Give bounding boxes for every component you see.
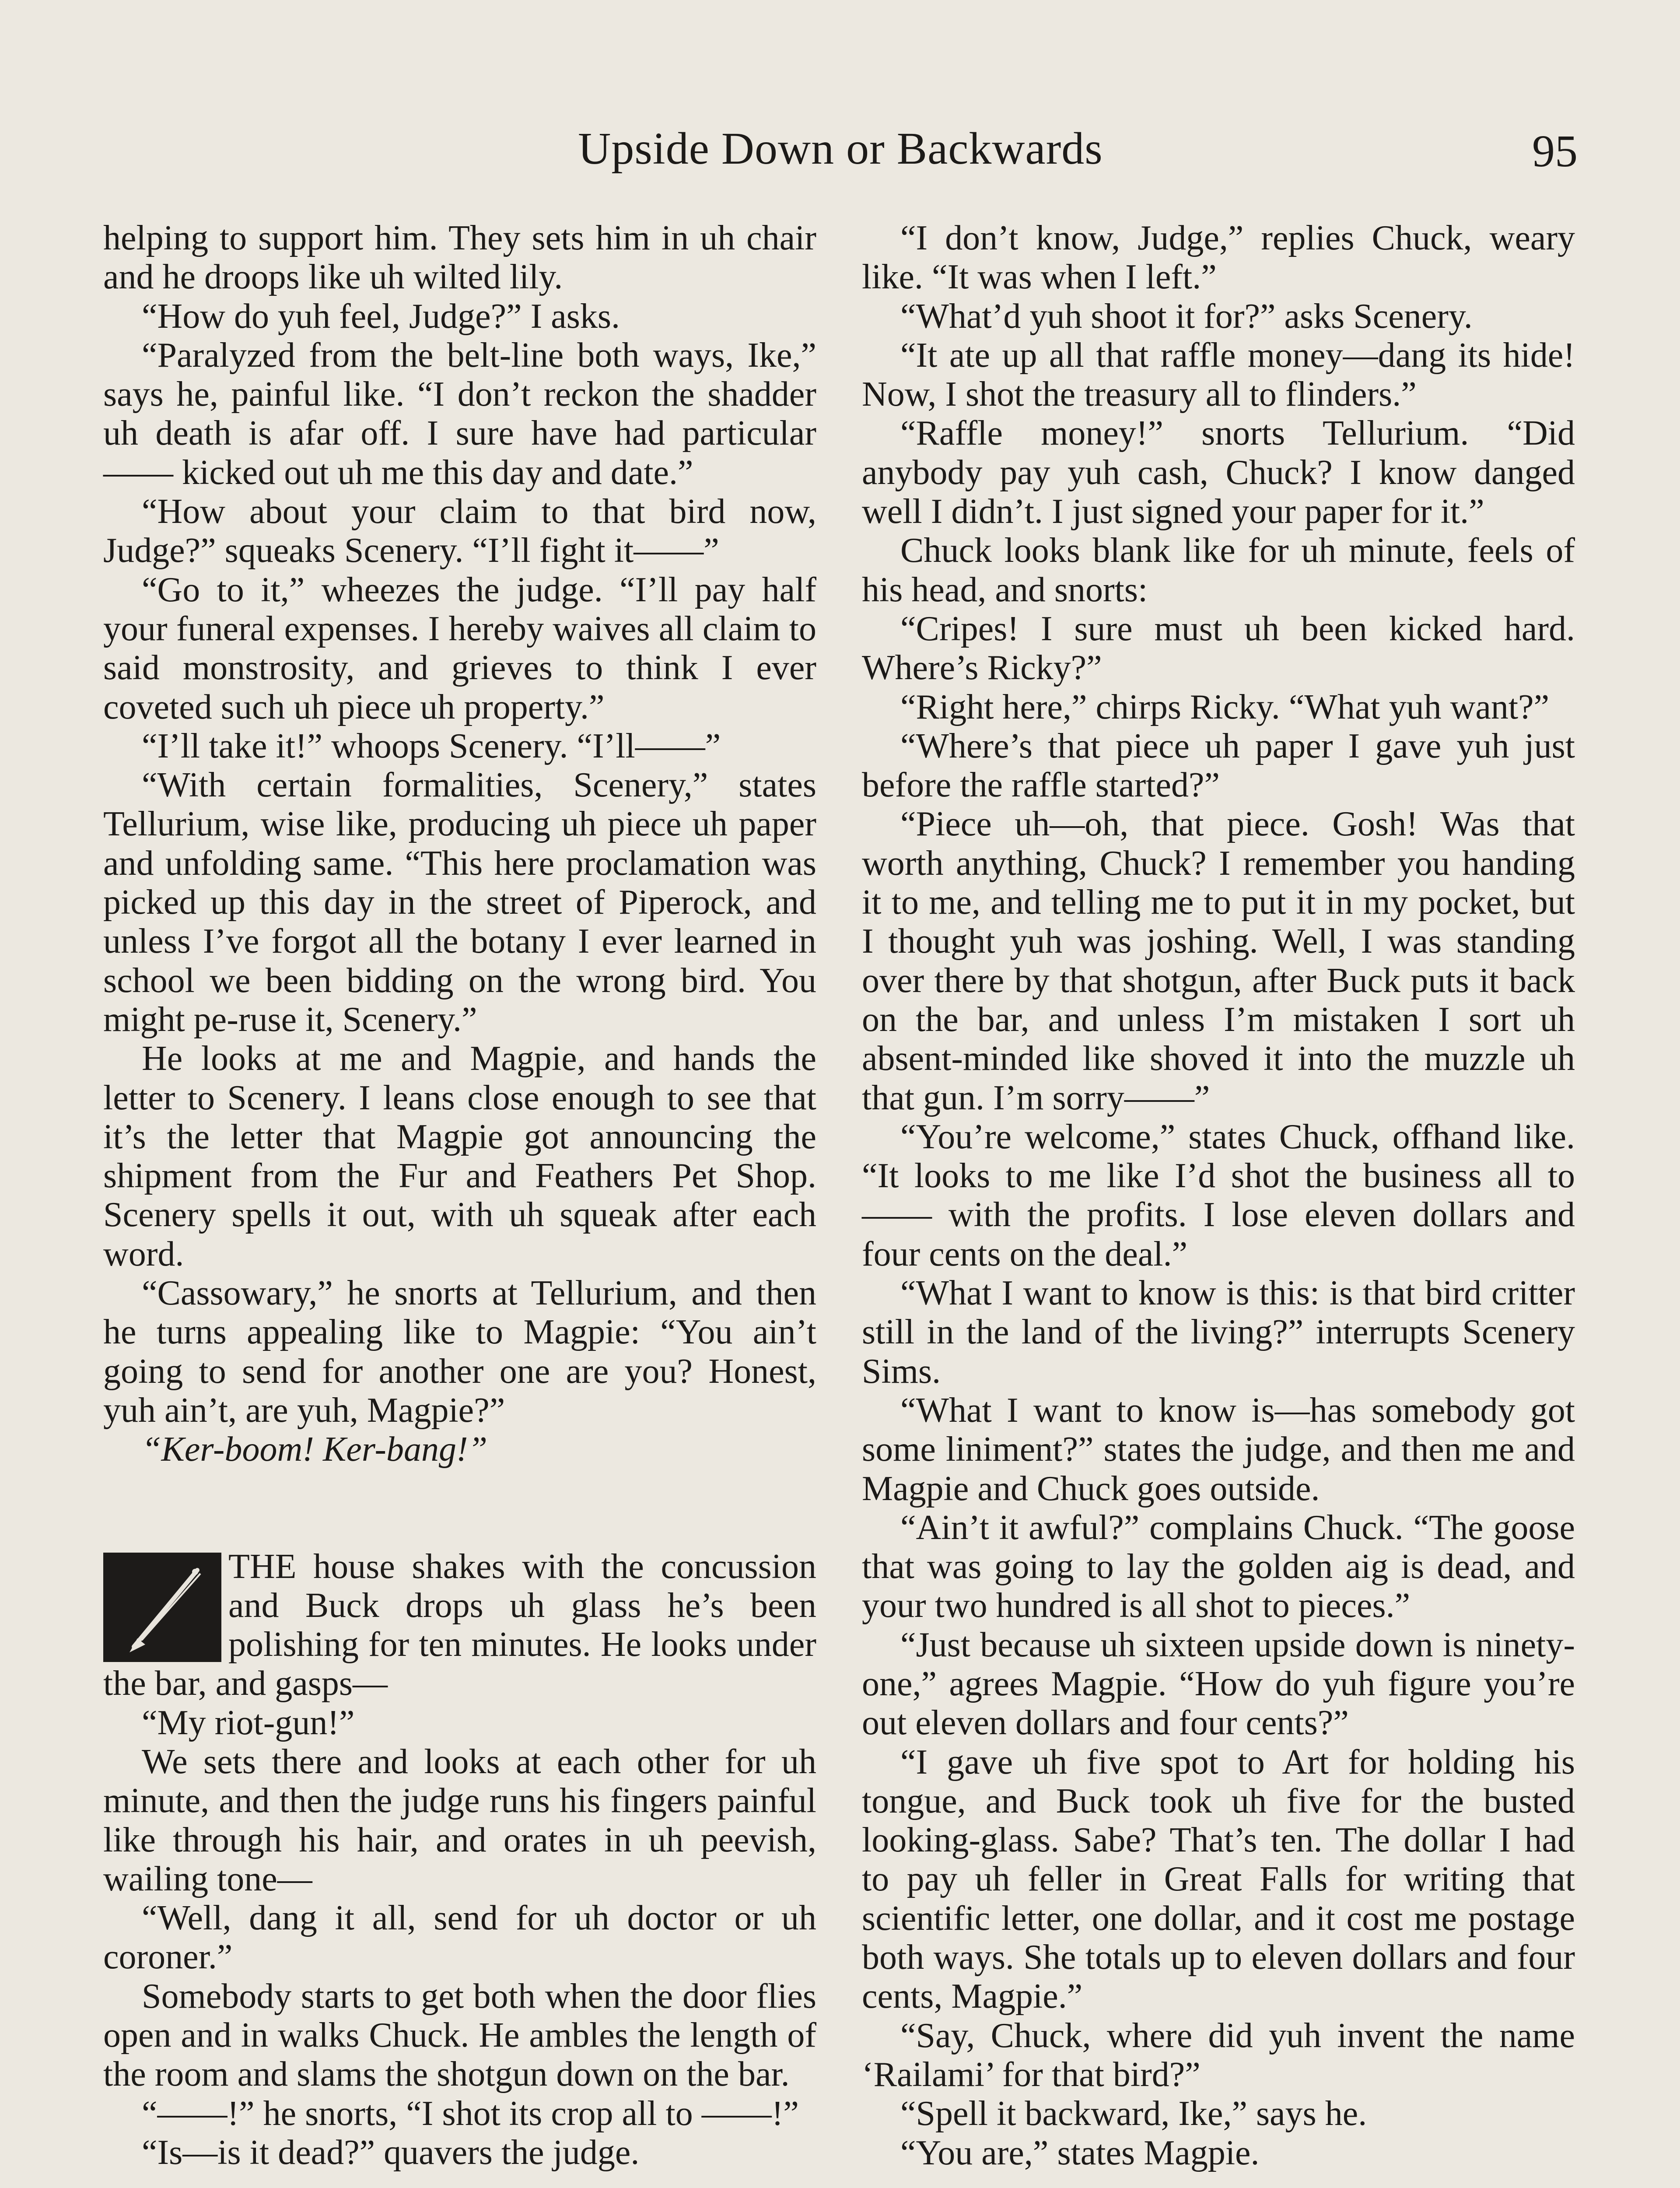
paragraph: “Go to it,” wheezes the judge. “I’ll pay half your funeral expenses. I hereby waives all claim to said monstrosity, and grieves to think I ever coveted such uh piece uh property.” — [103, 570, 816, 726]
paragraph: “How about your claim to that bird now, Judge?” squeaks Scenery. “I’ll fight it——” — [103, 492, 816, 570]
paragraph: “What I want to know is—has somebody got some liniment?” states the judge, and then me and Magpie and Chuck goes outside. — [862, 1391, 1575, 1508]
paragraph: He looks at me and Magpie, and hands the letter to Scenery. I leans close enough to see that it’s the letter that Magpie got announcing the shipment from the Fur and Feathers Pet Shop. Scenery spells it out, with uh squeak after each word. — [103, 1039, 816, 1273]
paragraph: “Where’s that piece uh paper I gave yuh just before the raffle started?” — [862, 726, 1575, 805]
paragraph: “How do yuh feel, Judge?” I asks. — [142, 297, 620, 336]
paragraph: “Well, dang it all, send for uh doctor or uh coroner.” — [103, 1899, 816, 1977]
running-head: Upside Down or Backwards — [578, 123, 1103, 174]
drop-cap-ornament — [103, 1553, 221, 1662]
paragraph: “Raffle money!” snorts Tellurium. “Did anybody pay yuh cash, Chuck? I know danged well I didn’t. I just signed your paper for it.” — [862, 414, 1575, 531]
paragraph: “With certain formalities, Scenery,” states Tellurium, wise like, producing uh piece uh paper and unfolding same. “This here proclamation was picked up this day in the street of Piperock, and unless I’ve forgot all the botany I ever learned in school we been bidding on the wrong bird. You might pe-ruse it, Scenery.” — [103, 766, 816, 1039]
paragraph: “Ain’t it awful?” complains Chuck. “The goose that was going to lay the golden aig is dead, and your two hundred is all shot to pieces.” — [862, 1508, 1575, 1625]
paragraph: “Cassowary,” he snorts at Tellurium, and then he turns appealing like to Magpie: “You ain’t going to send for another one are you? Honest, yuh ain’t, are yuh, Magpie?” — [103, 1274, 816, 1430]
paragraph: “I gave uh five spot to Art for holding his tongue, and Buck took uh five for the busted looking-glass. Sabe? That’s ten. The dollar I had to pay uh feller in Great Falls for writing that scientific letter, one dollar, and it cost me postage both ways. She totals up to eleven dollars and four cents, Magpie.” — [862, 1743, 1575, 2016]
paragraph: “Piece uh—oh, that piece. Gosh! Was that worth anything, Chuck? I remember you handing it to me, and telling me to put it in my pocket, but I thought yuh was joshing. Well, I was standing over there by that shotgun, after Buck puts it back on the bar, and unless I’m mistaken I sort uh absent-minded like shoved it into the muzzle uh that gun. I’m sorry——” — [862, 805, 1575, 1117]
paragraph: “I don’t know, Judge,” replies Chuck, weary like. “It was when I left.” — [862, 219, 1575, 297]
right-column — [862, 219, 1575, 2173]
section-break — [103, 1469, 816, 1547]
paragraph: “Just because uh sixteen upside down is ninety-one,” agrees Magpie. “How do yuh figure you’re out eleven dollars and four cents?” — [862, 1625, 1575, 1743]
shotgun-icon — [103, 1553, 221, 1662]
paragraph: “What’d yuh shoot it for?” asks Scenery. — [900, 297, 1473, 336]
paragraph: THE house shakes with the concussion and Buck drops uh glass he’s been polishing for ten minutes. He looks under the bar, and gasps— — [103, 1547, 816, 1703]
sound-effect-line: “Ker-boom! Ker-bang!” — [142, 1430, 488, 1469]
paragraph: “——!” he snorts, “I shot its crop all to ——!” — [142, 2094, 799, 2133]
section-opening — [103, 1547, 816, 1704]
paragraph: “You are,” states Magpie. — [900, 2133, 1260, 2172]
paragraph: We sets there and looks at each other for uh minute, and then the judge runs his fingers painful like through his hair, and orates in uh peevish, wailing tone— — [103, 1742, 816, 1898]
paragraph: “Paralyzed from the belt-line both ways, Ike,” says he, painful like. “I don’t reckon the shadder uh death is afar off. I sure have had particular —— kicked out uh me this day and date.” — [103, 336, 816, 492]
paragraph: “I’ll take it!” whoops Scenery. “I’ll——” — [142, 726, 721, 765]
paragraph: “Cripes! I sure must uh been kicked hard. Where’s Ricky?” — [862, 609, 1575, 687]
paragraph: helping to support him. They sets him in uh chair and he droops like uh wilted lily. — [103, 219, 816, 297]
paragraph: “Spell it backward, Ike,” says he. — [900, 2094, 1367, 2133]
paragraph: “Say, Chuck, where did yuh invent the name ‘Railami’ for that bird?” — [862, 2016, 1575, 2094]
paragraph: “It ate up all that raffle money—dang its hide! Now, I shot the treasury all to flinders.” — [862, 336, 1575, 414]
paragraph: “What I want to know is this: is that bird critter still in the land of the living?” interrupts Scenery Sims. — [862, 1274, 1575, 1391]
paragraph: “Is—is it dead?” quavers the judge. — [142, 2133, 640, 2172]
paragraph: Chuck looks blank like for uh minute, feels of his head, and snorts: — [862, 531, 1575, 609]
paragraph: Somebody starts to get both when the door flies open and in walks Chuck. He ambles the length of the room and slams the shotgun down on the bar. — [103, 1977, 816, 2094]
paragraph: “My riot-gun!” — [142, 1703, 355, 1742]
paragraph: “You’re welcome,” states Chuck, offhand like. “It looks to me like I’d shot the business all to —— with the profits. I lose eleven dollars and four cents on the deal.” — [862, 1117, 1575, 1273]
page-number: 95 — [1532, 126, 1578, 176]
paragraph: “Right here,” chirps Ricky. “What yuh want?” — [900, 687, 1550, 726]
left-column — [103, 219, 816, 2172]
page-header — [103, 118, 1578, 184]
